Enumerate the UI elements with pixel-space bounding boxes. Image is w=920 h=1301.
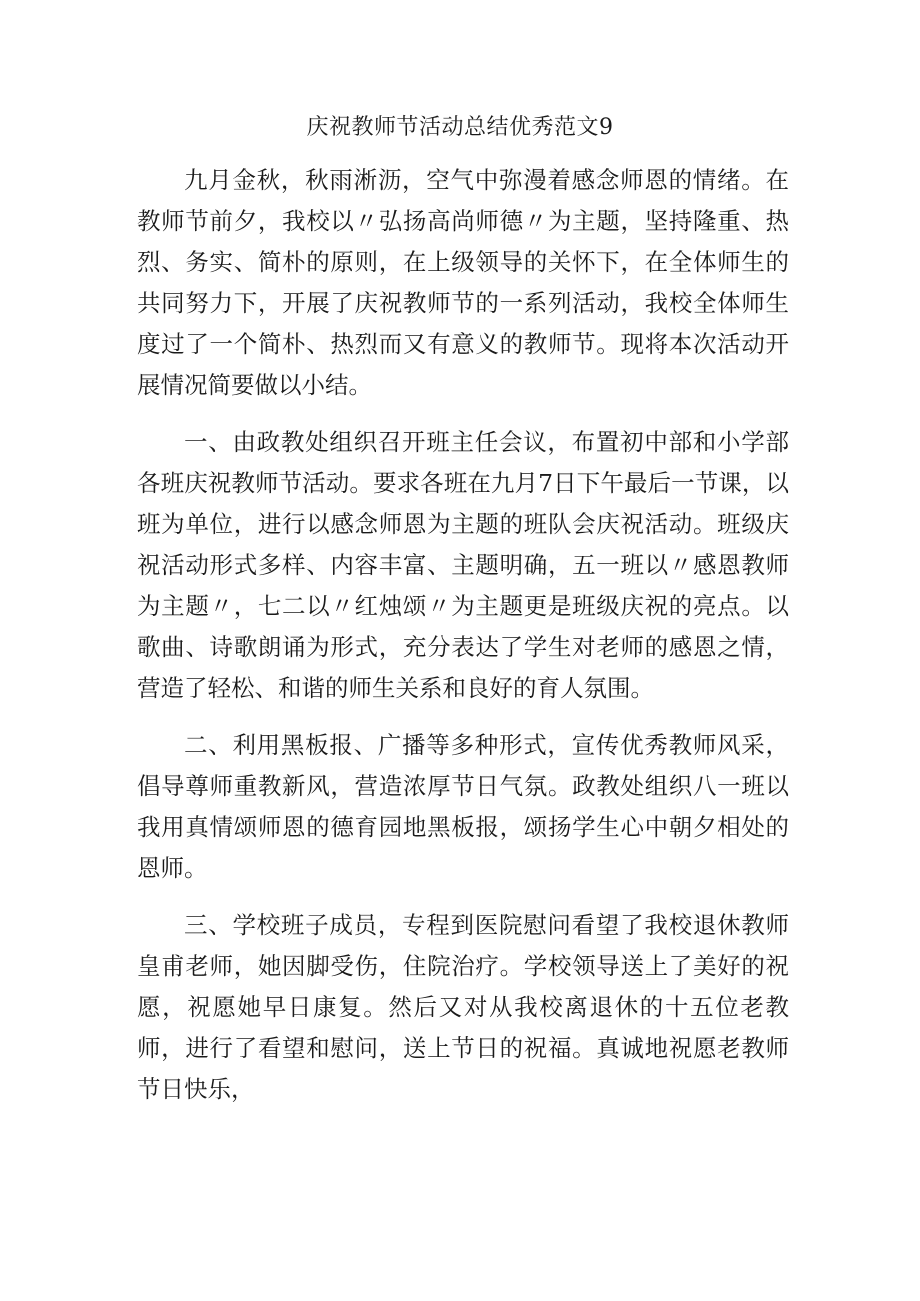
document-body — [137, 160, 789, 1110]
paragraph-intro: 九月金秋，秋雨淅沥，空气中弥漫着感念师恩的情绪。在教师节前夕，我校以〃弘扬高尚师德〃为主题，坚持隆重、热烈、务实、简朴的原则，在上级领导的关怀下，在全体师生的共同努力下，开展了庆祝教师节的一系列活动，我校全体师生度过了一个简朴、热烈而又有意义的教师节。现将本次活动开展情况简要做以小结。 — [137, 166, 789, 399]
document-title: 庆祝教师节活动总结优秀范文9 — [306, 115, 614, 140]
paragraph-section-3: 三、学校班子成员，专程到医院慰问看望了我校退休教师皇甫老师，她因脚受伤，住院治疗。学校领导送上了美好的祝愿，祝愿她早日康复。然后又对从我校离退休的十五位老教师，进行了看望和慰问，送上节日的祝福。真诚地祝愿老教师节日快乐， — [137, 911, 789, 1103]
paragraph-section-1: 一、由政教处组织召开班主任会议，布置初中部和小学部各班庆祝教师节活动。要求各班在九月7日下午最后一节课，以班为单位，进行以感念师恩为主题的班队会庆祝活动。班级庆祝活动形式多样、内容丰富、主题明确，五一班以〃感恩教师为主题〃，七二以〃红烛颂〃为主题更是班级庆祝的亮点。以歌曲、诗歌朗诵为形式，充分表达了学生对老师的感恩之情，营造了轻松、和谐的师生关系和良好的育人氛围。 — [137, 428, 789, 702]
paragraph-section-2: 二、利用黑板报、广播等多种形式，宣传优秀教师风采，倡导尊师重教新风，营造浓厚节日气氛。政教处组织八一班以我用真情颂师恩的德育园地黑板报，颂扬学生心中朝夕相处的恩师。 — [137, 731, 789, 882]
